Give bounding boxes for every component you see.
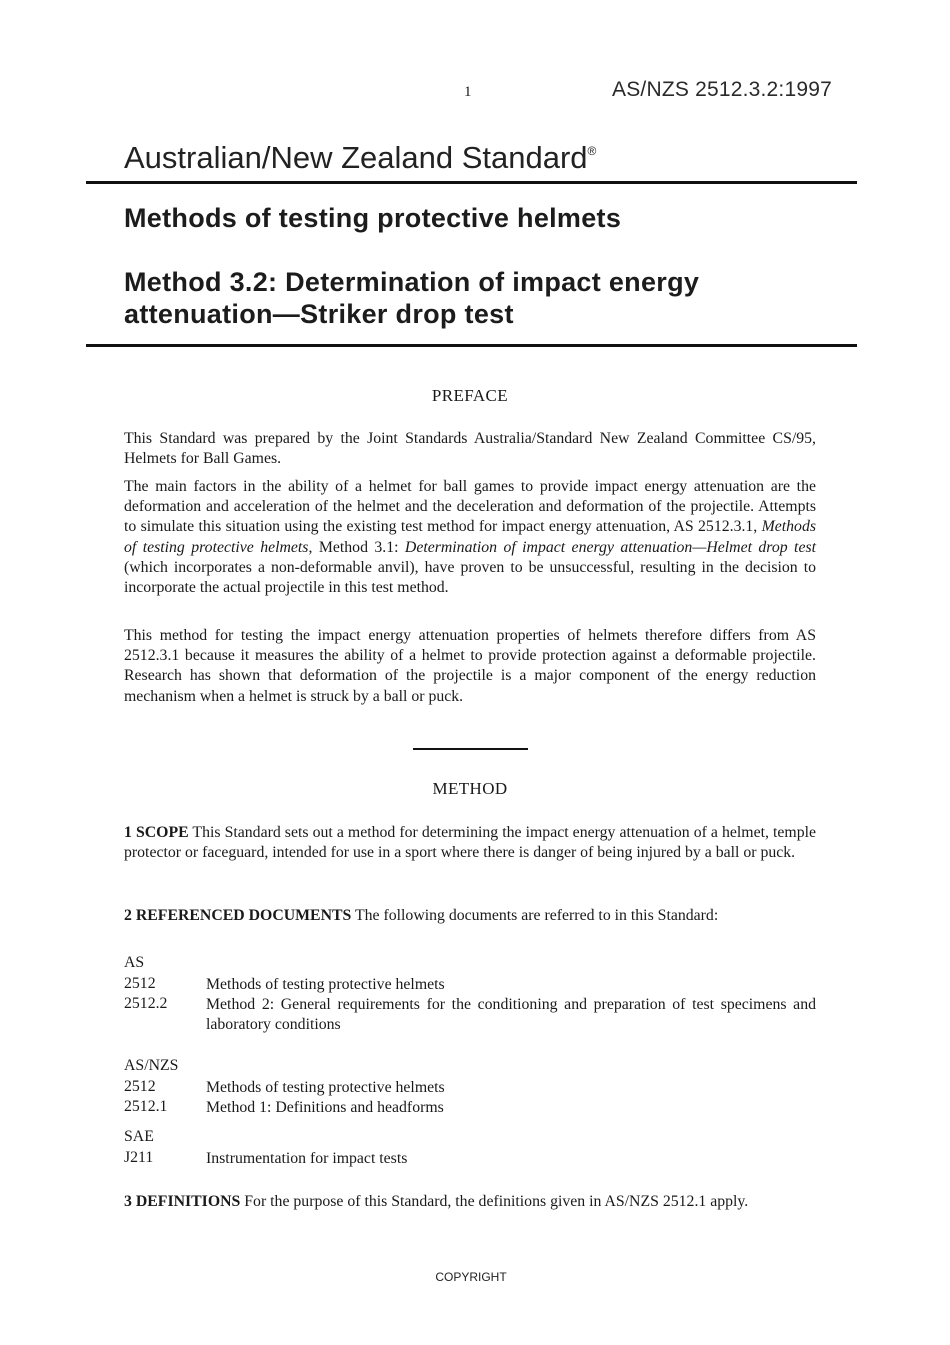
- ref-title: Methods of testing protective helmets: [206, 1079, 445, 1096]
- standard-id: AS/NZS 2512.3.2:1997: [612, 78, 832, 101]
- ref-group-sae: SAE: [124, 1128, 154, 1145]
- ref-number: 2512.1: [124, 1098, 168, 1115]
- ref-number: 2512.2: [124, 995, 168, 1012]
- section-divider: [413, 748, 528, 750]
- page-number: 1: [464, 84, 472, 100]
- ref-number: J211: [124, 1149, 154, 1166]
- ref-title: Instrumentation for impact tests: [206, 1150, 408, 1167]
- preface-heading: PREFACE: [431, 386, 509, 405]
- document-title: Methods of testing protective helmets: [124, 203, 622, 233]
- preface-paragraph-1: This Standard was prepared by the Joint Standards Australia/Standard New Zealand Committee CS/95, Helmets for Ball Games.: [124, 430, 816, 468]
- preface-paragraph-2: [124, 477, 816, 598]
- ref-title-italic-1: Methods of testing protective helmets: [124, 518, 816, 556]
- standard-title: [124, 140, 596, 176]
- copyright-footer: COPYRIGHT: [435, 1270, 507, 1284]
- preface-p2-text-c: , Method 3.1:: [308, 538, 405, 556]
- ref-group-asnzs: AS/NZS: [124, 1057, 179, 1074]
- method-heading: METHOD: [432, 779, 508, 798]
- ref-title-italic-2: Determination of impact energy attenuation—Helmet drop test: [404, 538, 816, 556]
- scope-text: This Standard sets out a method for determining the impact energy attenuation of a helmet, temple protector or faceguard, intended for use in a sport where there is danger of being injured by a ball or puck.: [124, 824, 817, 862]
- preface-paragraph-3: This method for testing the impact energy attenuation properties of helmets therefore differs from AS 2512.3.1 because it measures the ability of a helmet to provide protection against a deformable projectile. Research has shown that deformation of the projectile is a major component of the energy reduction mechanism when a helmet is struck by a ball or puck.: [124, 627, 816, 705]
- ref-number: 2512: [124, 1078, 156, 1095]
- standard-title-text: Australian/New Zealand Standard: [124, 140, 588, 175]
- definitions-label: 3 DEFINITIONS: [124, 1193, 241, 1210]
- scope-clause: [124, 823, 816, 863]
- refdocs-label: 2 REFERENCED DOCUMENTS: [124, 907, 352, 924]
- title-rule-bottom: [86, 344, 857, 347]
- ref-group-as: AS: [124, 954, 145, 971]
- refdocs-text: The following documents are referred to in this Standard:: [351, 907, 719, 924]
- scope-label: 1 SCOPE: [124, 824, 189, 841]
- ref-title: Methods of testing protective helmets: [206, 976, 445, 993]
- registered-mark: ®: [587, 143, 597, 158]
- title-rule-top: [86, 181, 857, 184]
- ref-title: Method 2: General requirements for the conditioning and preparation of test specimens and laboratory conditions: [206, 996, 816, 1034]
- ref-title: Method 1: Definitions and headforms: [206, 1099, 444, 1116]
- referenced-documents-clause: [124, 906, 816, 926]
- definitions-text: For the purpose of this Standard, the definitions given in AS/NZS 2512.1 apply.: [240, 1193, 749, 1210]
- preface-p2-text-a: The main factors in the ability of a helmet for ball games to provide impact energy attenuation are the deformation and acceleration of the helmet and the deceleration and deformation of the projectile. Attempts to simulate this situation using the existing test method for impact energy attenuation, AS 2512.3.1,: [124, 478, 816, 536]
- definitions-clause: [124, 1192, 816, 1212]
- ref-number: 2512: [124, 975, 156, 992]
- document-subtitle: Method 3.2: Determination of impact energy attenuation—Striker drop test: [124, 267, 700, 329]
- preface-p2-text-e: (which incorporates a non-deformable anvil), have proven to be unsuccessful, resulting in the decision to incorporate the actual projectile in this test method.: [124, 558, 816, 597]
